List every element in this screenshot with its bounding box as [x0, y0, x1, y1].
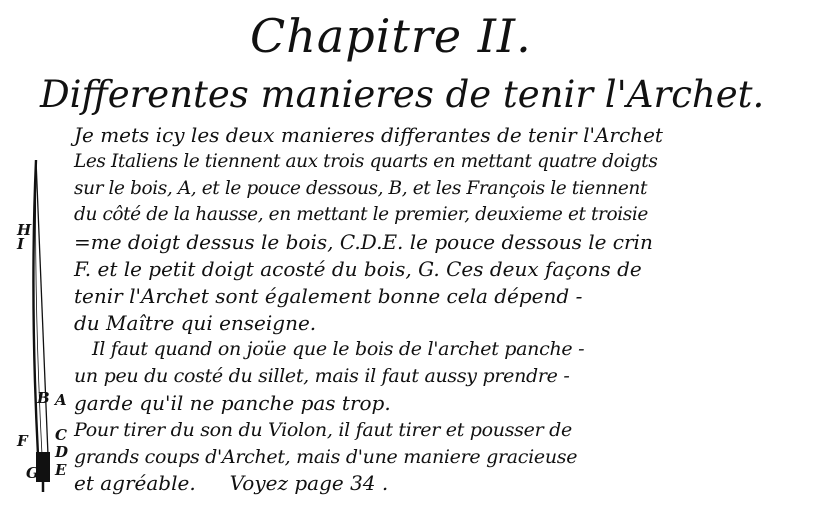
bow-label-b: B — [37, 389, 50, 407]
text-line: tenir l'Archet sont également bonne cela dépend - — [74, 283, 583, 308]
bow-label-i: I — [17, 235, 25, 253]
text-line: F. et le petit doigt acosté du bois, G. Ces deux façons de — [74, 256, 642, 281]
bow-hair — [36, 160, 48, 455]
text-line: Les Italiens le tiennent aux trois quarts en mettant quatre doigts — [74, 150, 658, 172]
bow-label-f: F — [17, 432, 28, 450]
text-line: Je mets icy les deux manieres differantes de tenir l'Archet — [74, 123, 663, 147]
bow-label-a: A — [55, 391, 67, 409]
text-line: un peu du costé du sillet, mais il faut aussy prendre - — [74, 365, 570, 388]
text-line: =me doigt dessus le bois, C.D.E. le pouce dessous le crin — [74, 230, 653, 255]
chapter-title: Chapitre II. — [250, 9, 532, 63]
text-line: Pour tirer du son du Violon, il faut tirer et pousser de — [74, 418, 572, 441]
body-text — [74, 122, 804, 497]
section-title: Differentes manieres de tenir l'Archet. — [40, 73, 765, 116]
bow-label-h: H — [17, 221, 32, 239]
text-line: du côté de la hausse, en mettant le premier, deuxieme et troisie — [74, 204, 648, 226]
final-line-text: et agréable. — [74, 471, 196, 496]
bow-label-e: E — [55, 461, 67, 479]
text-line: sur le bois, A, et le pouce dessous, B, et les François le tiennent — [74, 177, 647, 199]
bow-label-c: C — [55, 426, 67, 444]
page-reference: Voyez page 34 . — [229, 471, 389, 496]
text-line: du Maître qui enseigne. — [74, 310, 317, 335]
bow-label-g: G — [26, 464, 39, 482]
text-line: garde qu'il ne panche pas trop. — [74, 390, 391, 415]
final-line — [74, 470, 804, 497]
bow-label-d: D — [55, 443, 69, 461]
text-line: Il faut quand on joüe que le bois de l'archet panche - — [92, 338, 585, 361]
text-line: grands coups d'Archet, mais d'une maniere gracieuse — [74, 445, 578, 468]
